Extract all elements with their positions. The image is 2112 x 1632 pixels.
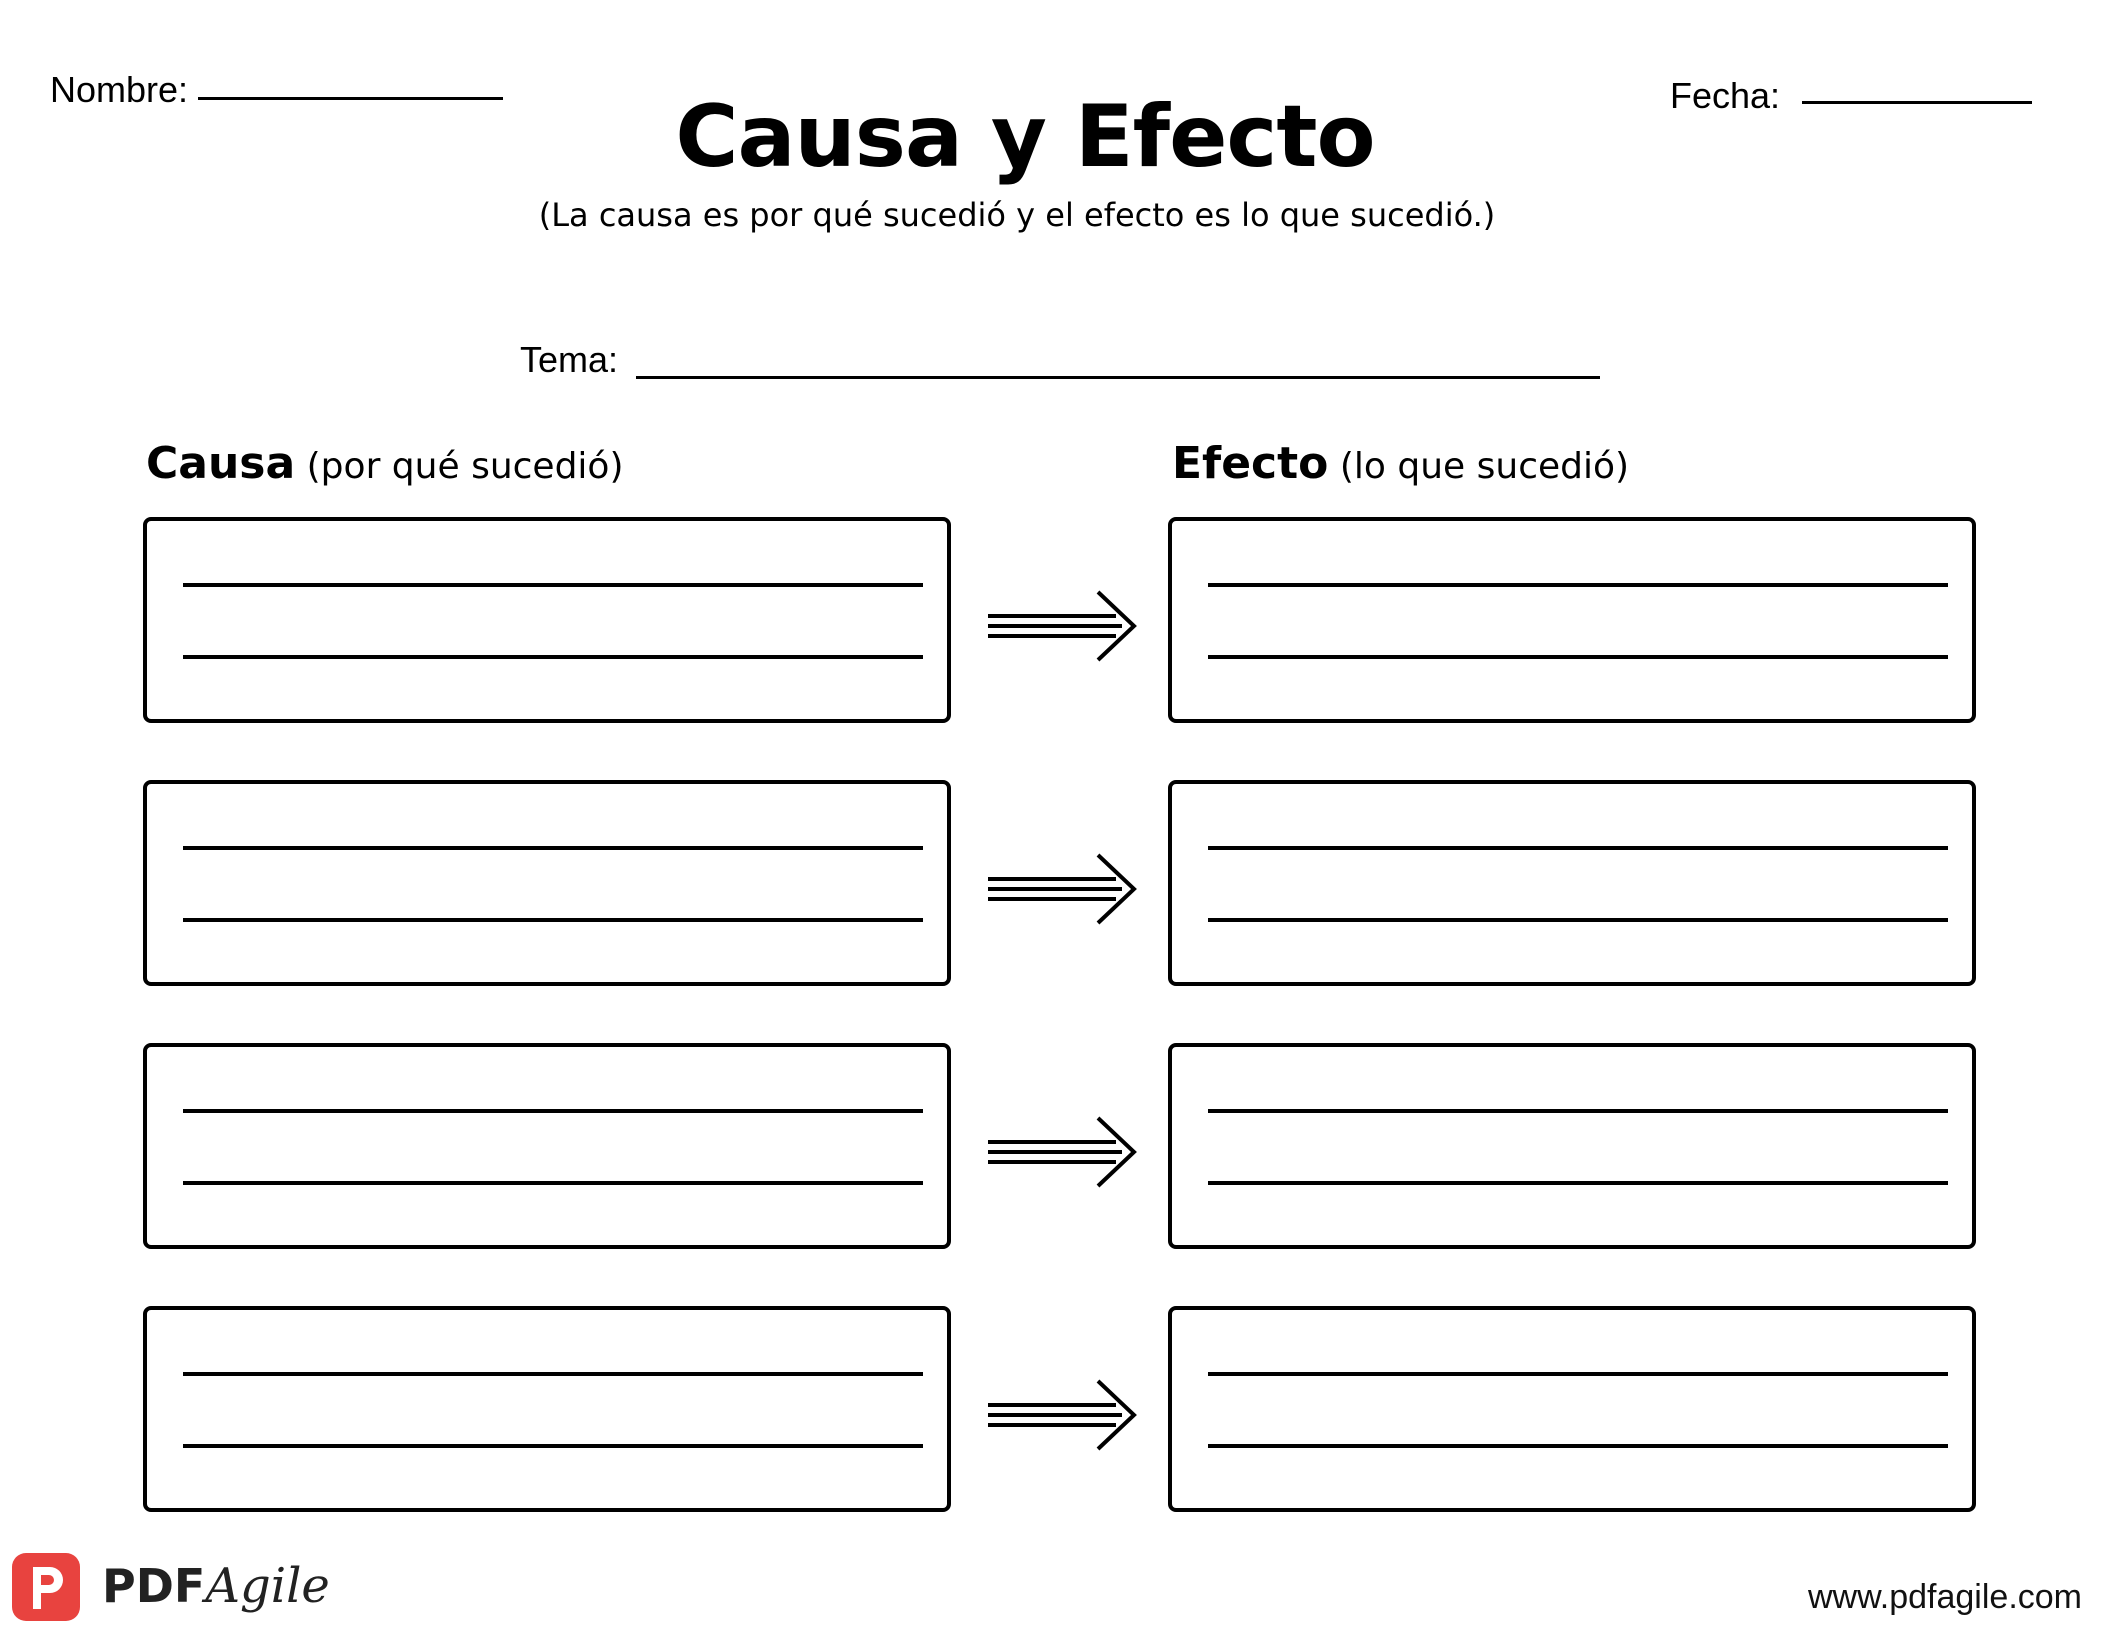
effect-write-line[interactable] xyxy=(1208,1109,1948,1113)
effect-box[interactable] xyxy=(1168,1306,1976,1512)
double-arrow-right-icon xyxy=(988,1112,1138,1192)
brand-script: Agile xyxy=(205,1558,330,1614)
cause-write-line[interactable] xyxy=(183,1372,923,1376)
brand-wordmark xyxy=(102,1558,330,1616)
effect-box[interactable] xyxy=(1168,517,1976,723)
effect-write-line[interactable] xyxy=(1208,1181,1948,1185)
date-label: Fecha: xyxy=(1670,75,1781,116)
cause-write-line[interactable] xyxy=(183,1444,923,1448)
effect-write-line[interactable] xyxy=(1208,846,1948,850)
effect-box[interactable] xyxy=(1168,780,1976,986)
effect-heading xyxy=(1172,438,1629,491)
effect-write-line[interactable] xyxy=(1208,1444,1948,1448)
effect-write-line[interactable] xyxy=(1208,655,1948,659)
page-subtitle: (La causa es por qué sucedió y el efecto es lo que sucedió.) xyxy=(538,196,1496,234)
cause-title: Causa xyxy=(146,438,296,489)
cause-box[interactable] xyxy=(143,1306,951,1512)
cause-box[interactable] xyxy=(143,1043,951,1249)
cause-box[interactable] xyxy=(143,517,951,723)
topic-field[interactable] xyxy=(636,376,1600,379)
double-arrow-right-icon xyxy=(988,586,1138,666)
effect-box[interactable] xyxy=(1168,1043,1976,1249)
cause-hint: (por qué sucedió) xyxy=(306,446,624,487)
effect-write-line[interactable] xyxy=(1208,918,1948,922)
footer-url[interactable]: www.pdfagile.com xyxy=(1807,1578,2082,1616)
double-arrow-right-icon xyxy=(988,1375,1138,1455)
cause-write-line[interactable] xyxy=(183,655,923,659)
cause-write-line[interactable] xyxy=(183,1181,923,1185)
name-label: Nombre: xyxy=(50,69,189,110)
pdfagile-logo-icon xyxy=(12,1553,80,1621)
effect-write-line[interactable] xyxy=(1208,1372,1948,1376)
cause-write-line[interactable] xyxy=(183,1109,923,1113)
cause-box[interactable] xyxy=(143,780,951,986)
cause-write-line[interactable] xyxy=(183,583,923,587)
effect-write-line[interactable] xyxy=(1208,583,1948,587)
cause-write-line[interactable] xyxy=(183,846,923,850)
cause-heading xyxy=(146,438,624,491)
double-arrow-right-icon xyxy=(988,849,1138,929)
topic-label: Tema: xyxy=(520,339,619,380)
page-title: Causa y Efecto xyxy=(675,87,1375,187)
brand-main: PDF xyxy=(102,1559,206,1613)
cause-write-line[interactable] xyxy=(183,918,923,922)
effect-hint: (lo que sucedió) xyxy=(1339,446,1630,487)
effect-title: Efecto xyxy=(1172,438,1329,489)
